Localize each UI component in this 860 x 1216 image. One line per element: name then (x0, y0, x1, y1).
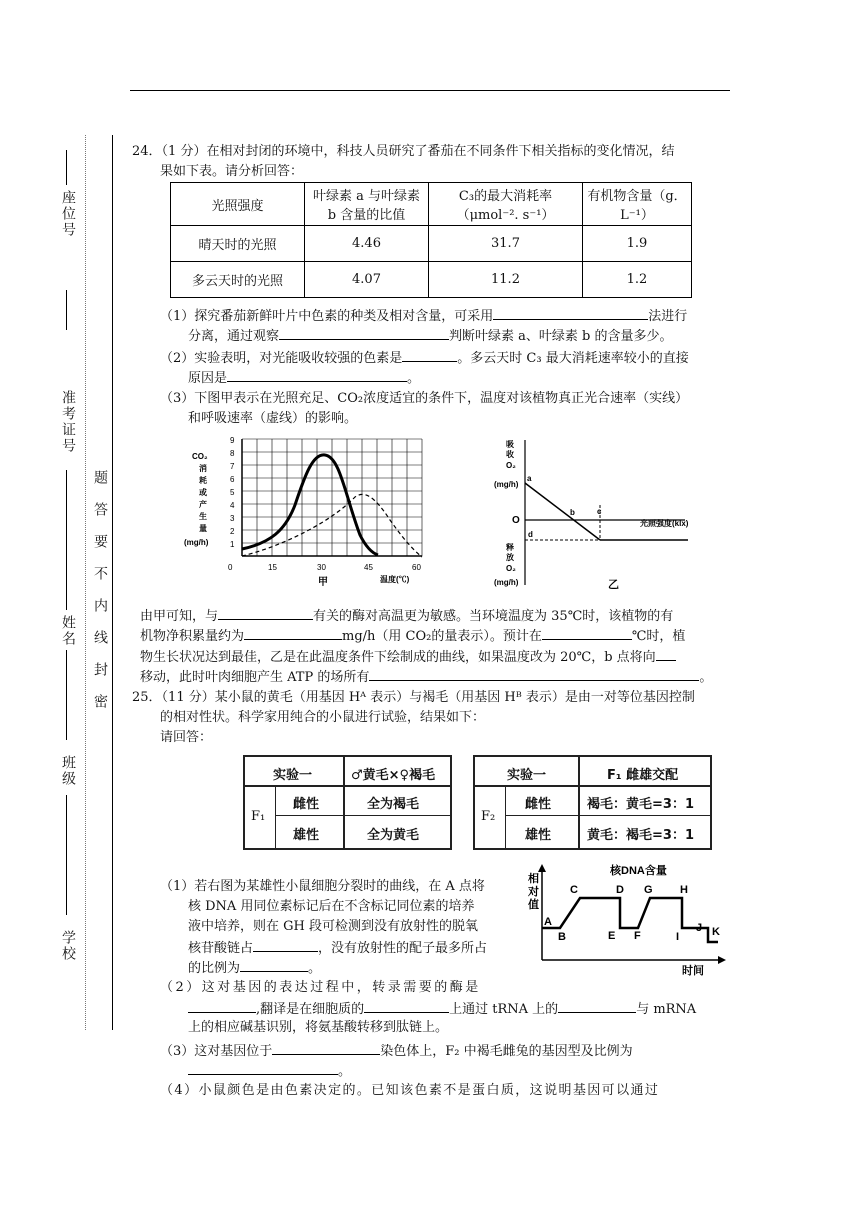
graph-yaxis-arrow (538, 864, 546, 872)
answer-blank[interactable] (227, 367, 407, 382)
text: 上通过 tRNA 上的 (449, 1002, 559, 1017)
q24-table (170, 182, 692, 298)
ylabel-part: 相 (528, 873, 539, 885)
text: 。 (699, 670, 713, 685)
cell: 多云天时的光照 (171, 262, 305, 298)
point-label: K (712, 926, 720, 938)
text: 。 (338, 1064, 352, 1079)
exp1-row-value: 全为褐毛 (367, 797, 420, 812)
text: ℃时，植 (631, 629, 686, 644)
th-c3: C₃的最大消耗率（μmol⁻². s⁻¹） (429, 183, 583, 226)
answer-blank[interactable] (188, 1060, 338, 1075)
margin-rule-exam-no (66, 470, 67, 610)
text: 有关的酶对高温更为敏感。当环境温度为 35℃时，该植物的有 (313, 609, 674, 624)
answer-blank[interactable] (364, 998, 449, 1013)
exp1-cross: ♂黄毛×♀褐毛 (351, 768, 436, 783)
ytick: 3 (230, 514, 235, 523)
q24-line2: 果如下表。请分析回答： (160, 164, 304, 179)
point-label: b (570, 508, 575, 517)
point-label: D (616, 884, 624, 896)
xlabel: 温度(℃) (380, 575, 410, 584)
answer-blank[interactable] (558, 998, 636, 1013)
exp2-title: 实验一 (507, 768, 547, 783)
photosynthesis-curve (242, 455, 378, 555)
text: 与 mRNA (636, 1002, 697, 1017)
q24-s2-line1 (160, 347, 760, 369)
q25-line1: 25．（11 分）某小鼠的黄毛（用基因 Hᴬ 表示）与褐毛（用基因 Hᴮ 表示）是由一对等位基因控制 (132, 690, 695, 705)
text: 的比例为 (188, 961, 241, 976)
cell: 4.46 (305, 226, 429, 262)
answer-blank[interactable] (402, 347, 457, 362)
point-label: a (527, 474, 532, 483)
margin-rule-seat-top (66, 150, 67, 185)
xtick: 60 (412, 563, 421, 572)
xtick: 0 (228, 563, 233, 572)
answer-blank[interactable] (240, 957, 308, 972)
q25-s3-line2 (188, 1060, 788, 1082)
q25-s1-line2: 核 DNA 用同位素标记后在不含标记同位素的培养 (188, 899, 475, 914)
margin-line-dotted (85, 135, 86, 1030)
caption: 甲 (318, 577, 328, 588)
ylabel-part: 产 (199, 500, 207, 509)
point-label: c (597, 507, 602, 516)
point-label: d (528, 530, 533, 539)
graph-xlabel: 时间 (682, 965, 704, 977)
exp2-generation: F₂ (481, 809, 496, 824)
margin-line-solid (112, 135, 113, 1030)
th-ratio: 叶绿素 a 与叶绿素 b 含量的比值 (305, 183, 429, 226)
seal-notice: 题答要不内线封密 (92, 470, 108, 726)
q24-s1-line2 (188, 325, 788, 347)
q25-s1-line1: （1）若右图为某雄性小鼠细胞分裂时的曲线，在 A 点将 (160, 879, 485, 894)
xlabel: 光照强度(klx) (640, 519, 689, 528)
text: 机物净积累量约为 (140, 629, 245, 644)
text: 移动，此时叶肉细胞产生 ATP 的场所有 (140, 670, 370, 685)
ytick: 5 (230, 488, 235, 497)
ylabel-part: 释 (506, 543, 514, 552)
text: ,翻译是在细胞质的 (256, 1002, 365, 1017)
text: 染色体上，F₂ 中褐毛雌兔的基因型及比例为 (380, 1044, 633, 1059)
ytick: 7 (230, 462, 235, 471)
margin-field-class: 班级 (60, 755, 76, 787)
figure-jia (180, 435, 470, 595)
text: （3）这对基因位于 (160, 1044, 273, 1059)
q24-p2 (140, 625, 740, 647)
exp2-cross: F₁ 雌雄交配 (607, 768, 679, 783)
q24-s1-line1 (160, 305, 760, 327)
ylabel-part: 或 (199, 488, 207, 497)
q24-p1 (140, 605, 740, 627)
cell: 11.2 (429, 262, 583, 298)
q25-s2-line1 (160, 978, 760, 998)
answer-blank[interactable] (272, 1040, 380, 1055)
header-rule (130, 90, 730, 91)
point-label: A (544, 916, 552, 928)
text: （1）探究番茄新鲜叶片中色素的种类及相对含量，可采用 (160, 309, 494, 324)
answer-blank[interactable] (244, 625, 342, 640)
text: ，没有放射性的配子最多所占 (318, 941, 488, 956)
margin-field-name: 姓名 (60, 615, 76, 647)
answer-blank[interactable] (188, 998, 256, 1013)
exp1-generation: F₁ (251, 809, 266, 824)
ylabel-part: 量 (199, 524, 207, 533)
text: 原因是 (188, 371, 228, 386)
ylabel-part: 吸 (506, 440, 514, 449)
cell: 1.2 (583, 262, 692, 298)
ylabel-part: 值 (528, 899, 539, 911)
q24-s3-line1: （3）下图甲表示在光照充足、CO₂浓度适宜的条件下，温度对该植物真正光合速率（实线） (160, 391, 689, 406)
cell: 4.07 (305, 262, 429, 298)
margin-rule-seat (66, 290, 67, 330)
answer-blank[interactable] (218, 605, 313, 620)
point-label: G (644, 884, 653, 896)
margin-field-seat: 座位号 (60, 190, 76, 238)
ytick: 2 (230, 527, 235, 536)
text: 由甲可知，与 (140, 609, 219, 624)
margin-rule-name (66, 650, 67, 740)
ytick: 8 (230, 449, 235, 458)
exp1-row-value: 全为黄毛 (367, 828, 420, 843)
text: （2）这对基因的表达过程中，转录需要的酶是 (160, 980, 481, 995)
text: mg/h（用 CO₂的量表示）。预计在 (342, 629, 542, 644)
q25-s4-line1: （4）小鼠颜色是由色素决定的。已知该色素不是蛋白质，这说明基因可以通过 (160, 1083, 660, 1098)
exp2-row-value: 黄毛：褐毛=3：1 (587, 828, 694, 843)
q25-line3: 请回答： (160, 730, 213, 745)
ylabel-part: 生 (199, 512, 207, 521)
ylabel-part: 放 (506, 553, 514, 562)
th-organic: 有机物含量（g．L⁻¹） (583, 183, 692, 226)
exp2-row-label: 雄性 (525, 828, 552, 843)
experiment-one-table (243, 755, 452, 850)
graph-title: 核DNA含量 (610, 865, 667, 877)
text: 。多云天时 C₃ 最大消耗速率较小的直接 (457, 351, 689, 366)
ylabel-part: O₂ (506, 564, 516, 573)
text: 法进行 (648, 309, 688, 324)
exp2-row-label: 雌性 (525, 797, 552, 812)
q25-s1-line5 (188, 957, 788, 979)
point-label: H (680, 884, 688, 896)
ylabel-part: O₂ (506, 461, 516, 470)
cell: 晴天时的光照 (171, 226, 305, 262)
ylabel-part: 消 (199, 464, 207, 473)
origin-label: O (512, 515, 520, 526)
text: 物生长状况达到最佳，乙是在此温度条件下绘制成的曲线，如果温度改为 20℃，b 点将向 (140, 650, 656, 665)
point-label: E (608, 930, 616, 942)
yi-curve-rising (525, 483, 600, 540)
answer-blank[interactable] (279, 325, 449, 340)
ytick: 9 (230, 436, 235, 445)
xtick: 30 (317, 563, 326, 572)
cell: 1.9 (583, 226, 692, 262)
caption: 乙 (608, 579, 619, 591)
exp2-row-value: 褐毛：黄毛=3：1 (587, 797, 694, 812)
point-label: F (634, 930, 641, 942)
q24-line1: 24．（1 分）在相对封闭的环境中，科技人员研究了番茄在不同条件下相关指标的变化情况，结 (132, 144, 675, 159)
q24-s2-line2 (188, 367, 788, 389)
ylabel-part: (mg/h) (494, 480, 519, 489)
table-row (171, 226, 692, 262)
answer-blank[interactable] (656, 646, 676, 661)
q25-s3-line1 (160, 1040, 760, 1062)
answer-blank[interactable] (369, 666, 699, 681)
answer-blank[interactable] (253, 937, 318, 952)
table-row (171, 262, 692, 298)
margin-field-exam-no: 准考证号 (60, 390, 76, 454)
exp1-title: 实验一 (273, 768, 313, 783)
exp1-row-label: 雄性 (293, 828, 320, 843)
ylabel-part: 收 (506, 450, 514, 459)
answer-blank[interactable] (542, 625, 632, 640)
th-light: 光照强度 (171, 183, 305, 226)
q24-p4 (140, 666, 740, 688)
cell: 31.7 (429, 226, 583, 262)
text: 分离，通过观察 (188, 329, 280, 344)
ytick: 4 (230, 501, 235, 510)
figure-yi (480, 435, 730, 595)
text: 核苷酸链占 (188, 941, 254, 956)
q24-s3-line2: 和呼吸速率（虚线）的影响。 (188, 411, 358, 426)
point-label: C (570, 884, 578, 896)
ylabel-part: (mg/h) (184, 538, 209, 547)
q25-s2-line3: 上的相应碱基识别，将氨基酸转移到肽链上。 (188, 1020, 449, 1035)
exp1-row-label: 雌性 (293, 797, 320, 812)
point-label: J (696, 922, 703, 934)
xtick: 45 (364, 563, 373, 572)
margin-field-school: 学校 (60, 930, 76, 962)
ytick: 1 (230, 540, 235, 549)
ylabel-part: 对 (528, 886, 539, 898)
point-label: I (676, 931, 680, 943)
q25-s2-line2 (188, 998, 788, 1020)
q25-s1-line4 (188, 937, 788, 959)
q24-p3 (140, 646, 740, 668)
ytick: 6 (230, 475, 235, 484)
text: 。 (308, 961, 322, 976)
q25-line2: 的相对性状。科学家用纯合的小鼠进行试验，结果如下： (160, 710, 486, 725)
xtick: 15 (268, 563, 277, 572)
text: 。 (407, 371, 421, 386)
margin-rule-class (66, 795, 67, 915)
ylabel-part: 耗 (199, 476, 207, 485)
answer-blank[interactable] (493, 305, 648, 320)
ylabel-part: (mg/h) (494, 578, 519, 587)
ylabel-part: CO₂ (192, 452, 208, 461)
text: 判断叶绿素 a、叶绿素 b 的含量多少。 (449, 329, 673, 344)
text: （2）实验表明，对光能吸收较强的色素是 (160, 351, 403, 366)
q25-s1-line3: 液中培养，则在 GH 段可检测到没有放射性的脱氧 (188, 919, 478, 934)
experiment-two-table (473, 755, 712, 850)
point-label: B (558, 931, 566, 943)
